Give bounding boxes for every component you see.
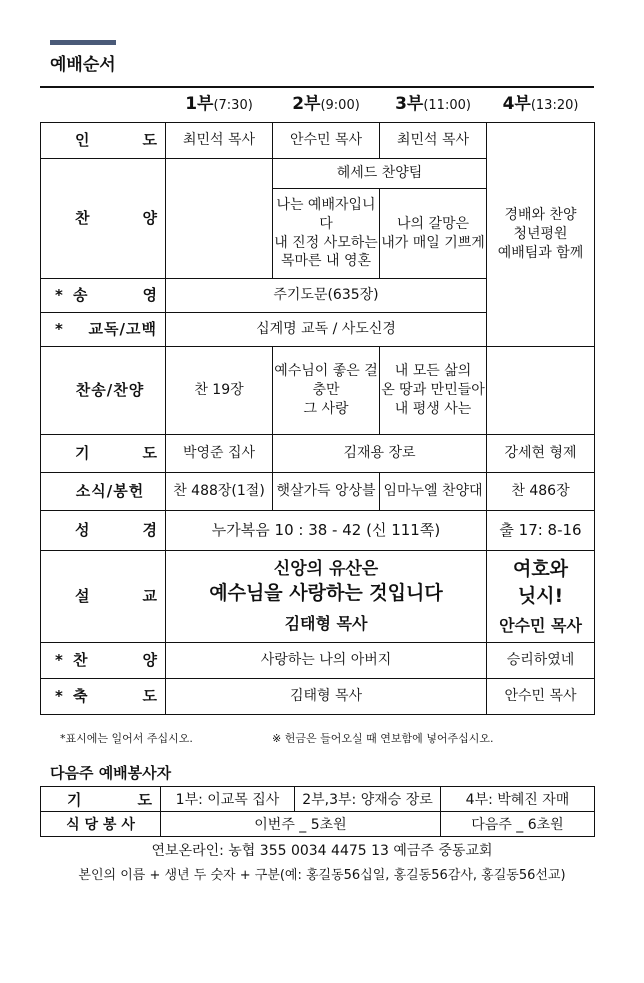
prayer-label: 기 도 — [41, 435, 166, 473]
stand-note: *표시에는 일어서 주십시오. — [60, 732, 193, 745]
benediction-label: * 축 도 — [41, 679, 166, 715]
closing-hymn-label: * 찬 양 — [41, 643, 166, 679]
offering-label: 소식/봉헌 — [41, 473, 166, 511]
praise-song-a: 나는 예배자입니다 내 진정 사모하는 목마른 내 영혼 — [273, 189, 380, 279]
hymn-praise-s3: 내 모든 삶의 온 땅과 만민들아 내 평생 사는 — [380, 347, 487, 435]
closing-hymn-s4: 승리하였네 — [487, 643, 595, 679]
sermon-preacher: 김태형 목사 — [284, 613, 368, 633]
prayer-s23: 김재용 장로 — [273, 435, 487, 473]
invocation-s1: 최민석 목사 — [166, 123, 273, 159]
next-prayer-label: 기 도 — [41, 787, 161, 812]
next-prayer-1: 1부: 이교목 집사 — [161, 787, 295, 812]
closing-hymn-s123: 사랑하는 나의 아버지 — [166, 643, 487, 679]
prayer-row — [41, 435, 595, 473]
worship-order-table — [40, 86, 595, 715]
sermon-s123 — [166, 551, 487, 643]
invocation-s2: 안수민 목사 — [273, 123, 380, 159]
doxology-label: * 송 영 — [41, 279, 166, 313]
scripture-s123: 누가복음 10 : 38 - 42 (신 111쪽) — [166, 511, 487, 551]
benediction-row — [41, 679, 595, 715]
offering-note: ※ 헌금은 들어오실 때 연보함에 넣어주십시오. — [272, 732, 494, 745]
online-offering-info: 연보온라인: 농협 355 0034 4475 13 예금주 중동교회 — [151, 843, 493, 859]
sermon-s4-title-1: 여호와 — [512, 558, 569, 581]
scripture-s4: 출 17: 8-16 — [487, 511, 595, 551]
sermon-s4-title-2: 닛시! — [517, 584, 564, 607]
praise-s1-blank — [166, 159, 273, 279]
service-4-worship: 경배와 찬양 청년평원 예배팀과 함께 — [487, 123, 595, 347]
invocation-label: 인 도 — [41, 123, 166, 159]
service-3-header: 3부(11:00) — [380, 86, 487, 123]
offering-s1: 찬 488장(1절) — [166, 473, 273, 511]
closing-hymn-row — [41, 643, 595, 679]
offering-s3: 임마누엘 찬양대 — [380, 473, 487, 511]
scripture-row — [41, 511, 595, 551]
scripture-label: 성 경 — [41, 511, 166, 551]
online-offering-instruction: 본인의 이름 + 생년 두 숫자 + 구분(예: 홍길동56십일, 홍길동56감사, 홍길동56선교) — [78, 868, 566, 883]
service-2-header: 2부(9:00) — [273, 86, 380, 123]
next-prayer-23: 2부,3부: 양재승 장로 — [295, 787, 441, 812]
sermon-s4-preacher: 안수민 목사 — [499, 616, 582, 636]
doxology-value: 주기도문(635장) — [166, 279, 487, 313]
praise-song-b: 나의 갈망은 내가 매일 기쁘게 — [380, 189, 487, 279]
kitchen-label: 식 당 봉 사 — [41, 812, 161, 837]
hymn-praise-s1: 찬 19장 — [166, 347, 273, 435]
hymn-praise-s2: 예수님이 좋은 걸 충만 그 사랑 — [273, 347, 380, 435]
title-accent-bar — [50, 40, 116, 45]
section-title: 예배순서 — [50, 55, 116, 75]
kitchen-this-week: 이번주 _ 5초원 — [161, 812, 441, 837]
hymn-praise-s4-blank — [487, 347, 595, 435]
benediction-s123: 김태형 목사 — [166, 679, 487, 715]
hymn-praise-row — [41, 347, 595, 435]
hymn-praise-label: 찬송/찬양 — [41, 347, 166, 435]
offering-s2: 햇살가득 앙상블 — [273, 473, 380, 511]
praise-team: 헤세드 찬양팀 — [273, 159, 487, 189]
benediction-s4: 안수민 목사 — [487, 679, 595, 715]
service-4-header: 4부(13:20) — [487, 86, 595, 123]
offering-row — [41, 473, 595, 511]
prayer-s1: 박영준 집사 — [166, 435, 273, 473]
sermon-title-2: 예수님을 사랑하는 것입니다 — [209, 582, 443, 605]
invocation-s3: 최민석 목사 — [380, 123, 487, 159]
confession-value: 십계명 교독 / 사도신경 — [166, 313, 487, 347]
praise-label: 찬 양 — [41, 159, 166, 279]
offering-s4: 찬 486장 — [487, 473, 595, 511]
sermon-title-1: 신앙의 유산은 — [273, 559, 379, 580]
prayer-s4: 강세현 형제 — [487, 435, 595, 473]
header-blank — [41, 86, 166, 123]
next-prayer-4: 4부: 박혜진 자매 — [441, 787, 595, 812]
sermon-label: 설 교 — [41, 551, 166, 643]
next-week-table — [40, 786, 595, 837]
next-week-title: 다음주 예배봉사자 — [50, 764, 172, 782]
service-header-row — [41, 86, 595, 123]
next-prayer-row — [41, 787, 595, 812]
sermon-row — [41, 551, 595, 643]
kitchen-row — [41, 812, 595, 837]
sermon-s4 — [487, 551, 595, 643]
confession-label: * 교독/고백 — [41, 313, 166, 347]
kitchen-next-week: 다음주 _ 6초원 — [441, 812, 595, 837]
invocation-row — [41, 123, 595, 159]
service-1-header: 1부(7:30) — [166, 86, 273, 123]
